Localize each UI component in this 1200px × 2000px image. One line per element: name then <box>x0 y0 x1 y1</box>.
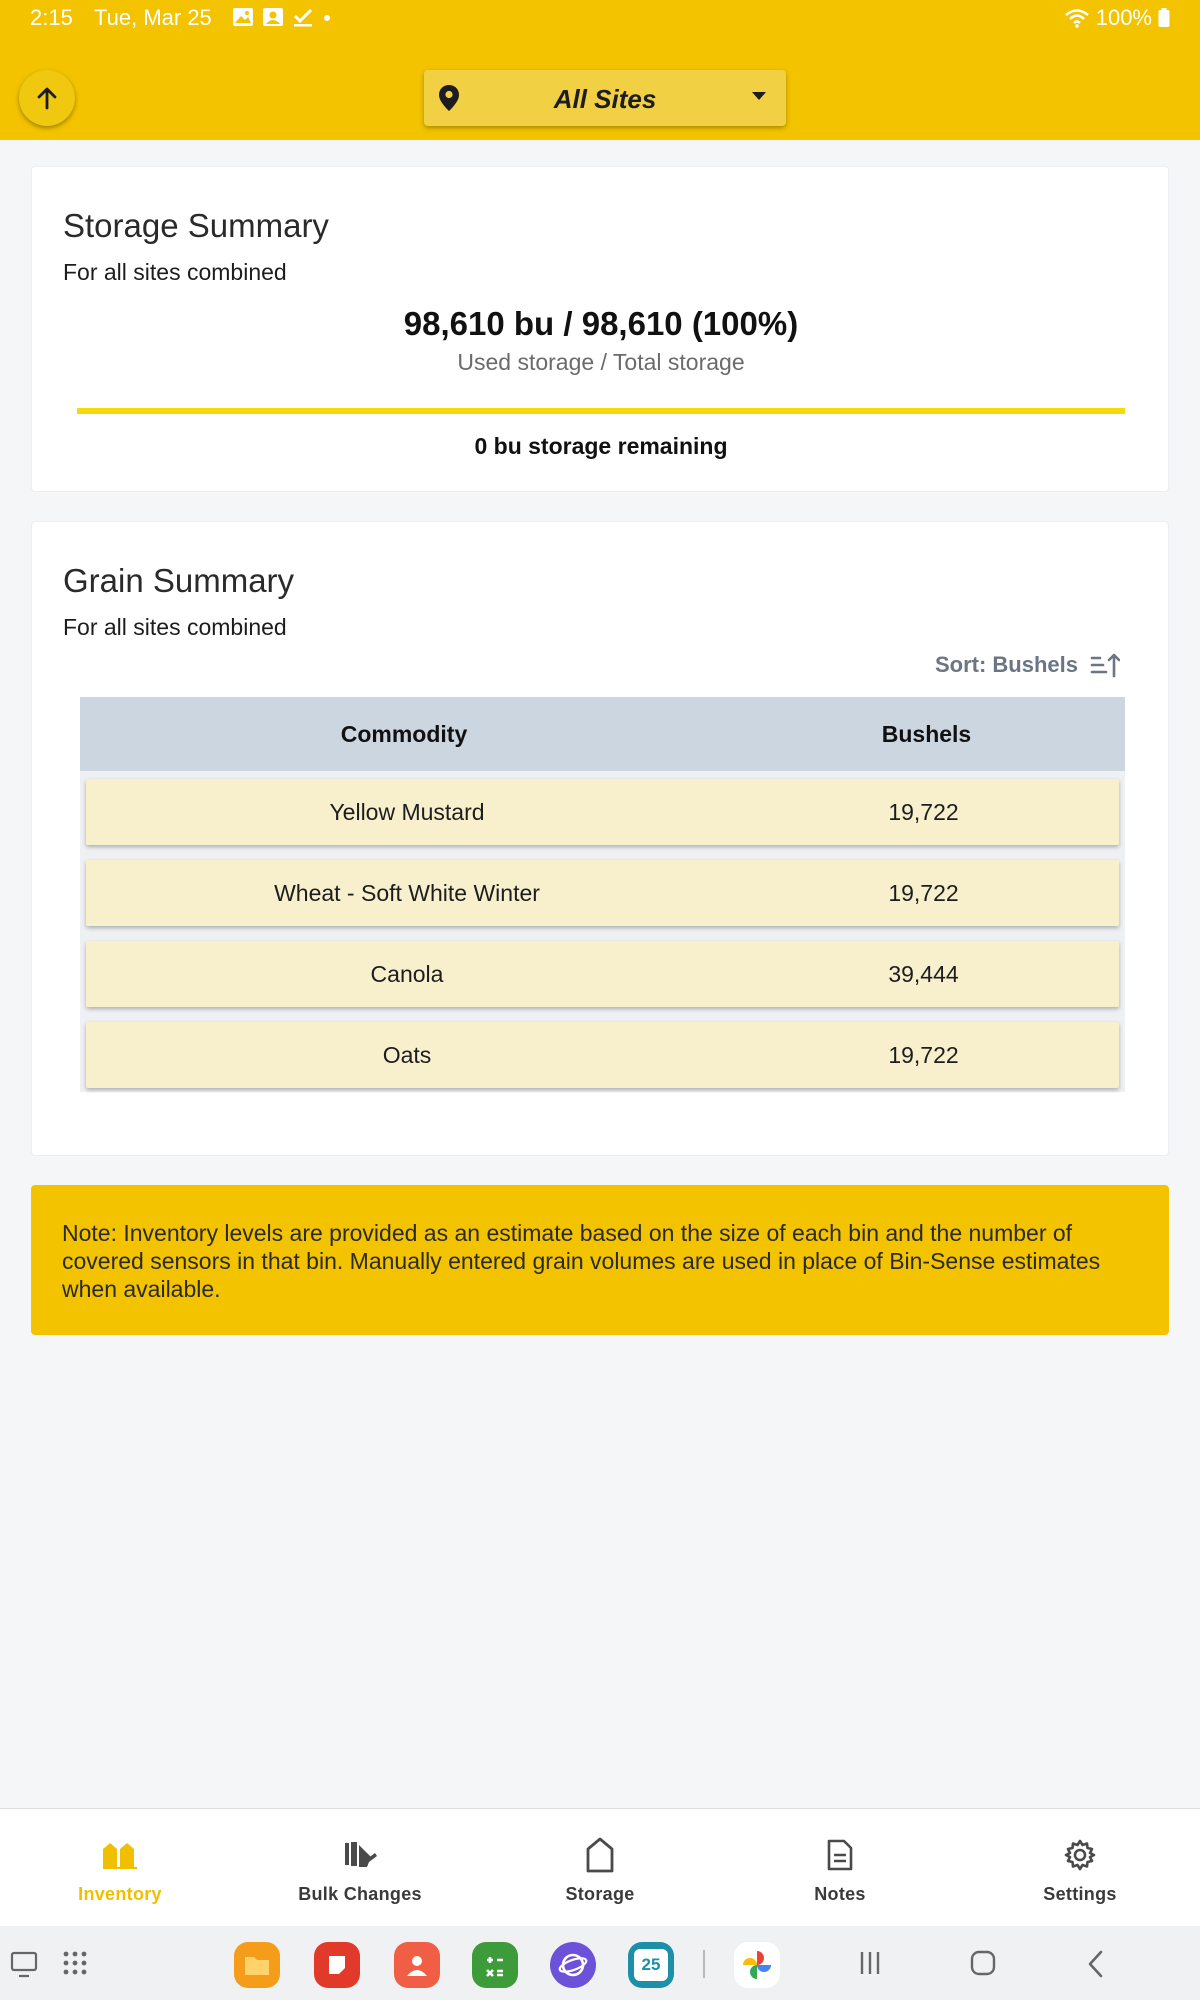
battery-percent: 100% <box>1095 5 1152 30</box>
battery-icon <box>1158 8 1170 28</box>
storage-used-total: 98,610 bu / 98,610 (100%) <box>403 305 799 342</box>
commodity-cell: Canola <box>370 960 444 987</box>
status-right <box>1064 5 1170 31</box>
storage-caption: Used storage / Total storage <box>457 349 745 375</box>
storage-icon <box>580 1835 620 1875</box>
nav-notes[interactable] <box>720 1809 960 1927</box>
calculator-app-icon[interactable] <box>472 1942 518 1988</box>
google-photos-app-icon[interactable] <box>734 1942 780 1988</box>
chevron-down-icon <box>752 92 766 101</box>
calendar-day: 25 <box>634 1949 668 1981</box>
nav-notes-label: Notes <box>814 1884 866 1904</box>
status-time: 2:15 <box>30 5 73 30</box>
internet-browser-app-icon[interactable] <box>550 1942 596 1988</box>
bushels-cell: 19,722 <box>888 879 959 906</box>
notes-icon <box>820 1835 860 1875</box>
arrow-up-icon <box>34 85 60 111</box>
column-header-bushels: Bushels <box>881 720 972 747</box>
nav-storage[interactable] <box>480 1809 720 1927</box>
inventory-note: Note: Inventory levels are provided as an estimate based on the size of each bin and the number of covered sensors in that bin. Manually entered grain volumes are used in place of Bin-Sense estimates when available. <box>31 1185 1169 1335</box>
system-navigation-bar <box>0 1926 1200 2000</box>
storage-progress-bar <box>77 408 1125 414</box>
nav-bulk-changes[interactable] <box>240 1809 480 1927</box>
storage-summary-subtitle: For all sites combined <box>63 259 287 285</box>
calendar-app-icon[interactable] <box>628 1942 674 1988</box>
commodity-cell: Yellow Mustard <box>329 798 485 825</box>
bushels-cell: 19,722 <box>888 798 959 825</box>
more-notifications-dot-icon <box>322 7 332 27</box>
sort-ascending-icon <box>1090 652 1120 678</box>
sort-label: Sort: Bushels <box>934 652 1078 677</box>
table-header <box>80 697 1125 771</box>
table-row[interactable] <box>86 860 1119 926</box>
app-bar <box>0 0 1200 140</box>
column-header-commodity: Commodity <box>340 720 468 747</box>
grain-summary-subtitle: For all sites combined <box>63 614 287 640</box>
my-files-app-icon[interactable] <box>234 1942 280 1988</box>
storage-progress-fill <box>77 408 1125 414</box>
notes-app-icon[interactable] <box>314 1942 360 1988</box>
contacts-app-icon[interactable] <box>394 1942 440 1988</box>
table-row[interactable] <box>86 1022 1119 1088</box>
recent-apps-icon[interactable] <box>858 1950 882 1976</box>
grain-summary-card <box>31 521 1169 1156</box>
notification-icons <box>232 7 332 27</box>
table-row[interactable] <box>86 779 1119 845</box>
dock-divider <box>703 1950 705 1978</box>
contact-notification-icon <box>262 7 284 27</box>
nav-inventory[interactable] <box>0 1809 240 1927</box>
wifi-icon <box>1064 8 1090 28</box>
status-date: Tue, Mar 25 <box>94 5 212 30</box>
storage-summary-title: Storage Summary <box>63 207 329 244</box>
grain-summary-title: Grain Summary <box>63 562 295 599</box>
nav-inventory-label: Inventory <box>78 1884 162 1904</box>
grain-table <box>80 697 1125 1092</box>
storage-summary-card <box>31 166 1169 492</box>
commodity-cell: Oats <box>382 1041 432 1068</box>
home-button-icon[interactable] <box>970 1950 996 1976</box>
bushels-cell: 39,444 <box>888 960 959 987</box>
nav-settings[interactable] <box>960 1809 1200 1927</box>
nav-storage-label: Storage <box>565 1884 635 1904</box>
site-selector-label: All Sites <box>553 84 657 114</box>
nav-settings-label: Settings <box>1043 1884 1117 1904</box>
recent-desktop-icon[interactable] <box>10 1950 40 1978</box>
bushels-cell: 19,722 <box>888 1041 959 1068</box>
app-drawer-icon[interactable] <box>62 1950 88 1976</box>
scroll-up-button[interactable] <box>19 70 75 126</box>
back-button-icon[interactable] <box>1086 1950 1106 1978</box>
table-body <box>80 771 1125 1092</box>
sort-button[interactable] <box>935 652 1120 678</box>
settings-icon <box>1060 1835 1100 1875</box>
bottom-navigation <box>0 1808 1200 1926</box>
table-row[interactable] <box>86 941 1119 1007</box>
task-check-notification-icon <box>292 7 314 27</box>
site-selector[interactable] <box>424 70 786 126</box>
gallery-notification-icon <box>232 7 254 27</box>
bulk-changes-icon <box>340 1835 380 1875</box>
commodity-cell: Wheat - Soft White Winter <box>274 879 540 906</box>
storage-remaining: 0 bu storage remaining <box>474 433 728 459</box>
status-bar <box>0 0 1200 36</box>
nav-bulk-changes-label: Bulk Changes <box>298 1884 422 1904</box>
inventory-icon <box>100 1835 140 1875</box>
